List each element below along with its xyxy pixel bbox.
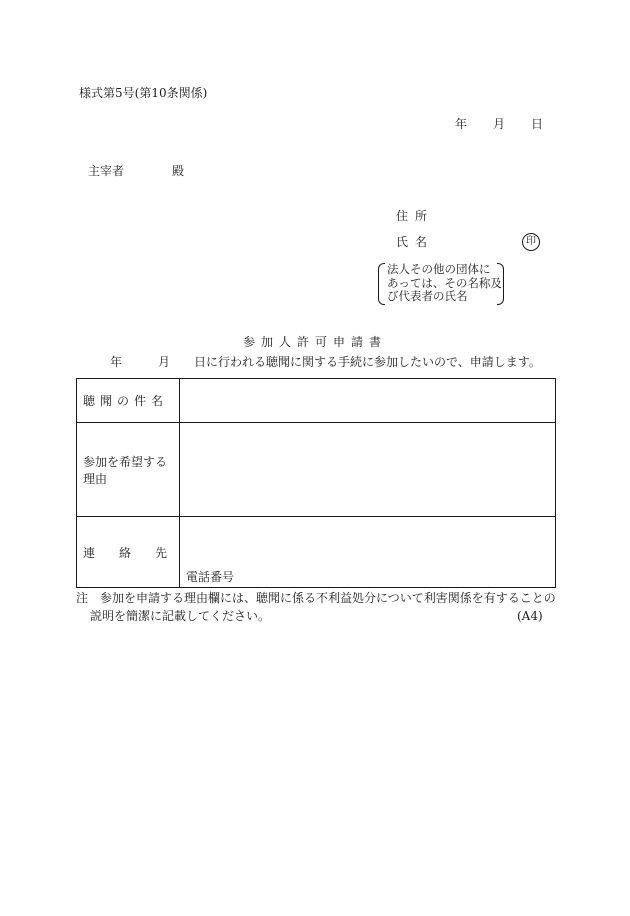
contact-label	[77, 517, 180, 588]
date-line	[455, 117, 543, 131]
addressee-label: 主宰者	[88, 164, 125, 178]
addressee	[88, 164, 184, 178]
corporate-note	[378, 263, 504, 305]
phone-number-label: 電話番号	[186, 570, 235, 584]
document-title: 参加人許可申請書	[242, 335, 387, 349]
left-bracket	[378, 263, 385, 305]
date-day-label: 日	[531, 117, 544, 131]
form-number: 様式第5号(第10条関係)	[79, 86, 208, 100]
hearing-subject-field[interactable]	[180, 379, 556, 423]
reason-label-line-1: 参加を希望する	[83, 454, 168, 469]
table-row	[77, 379, 556, 423]
application-form-table	[76, 378, 556, 588]
corporate-note-text	[387, 263, 502, 304]
reason-field[interactable]	[180, 423, 556, 517]
footnote-line-2: 説明を簡潔に記載してください。	[90, 609, 271, 623]
intro-month-label: 月	[158, 355, 171, 369]
date-year-label: 年	[455, 117, 468, 131]
table-row	[77, 517, 556, 588]
corporate-note-line-3: び代表者の氏名	[387, 289, 468, 303]
contact-label-char-2: 絡	[118, 545, 131, 560]
footnote-line-1: 注 参加を申請する理由欄には、聴聞に係る不利益処分について利害関係を有することの	[76, 591, 556, 605]
corporate-note-line-2: あっては、その名称及	[387, 275, 502, 290]
hearing-subject-label: 聴聞の件名	[77, 379, 180, 423]
addressee-honorific: 殿	[172, 164, 185, 178]
address-label: 住所	[396, 209, 435, 223]
name-label: 氏名	[396, 235, 435, 249]
paper-size-label: (A4)	[517, 609, 543, 623]
date-month-label: 月	[493, 117, 506, 131]
intro-year-label: 年	[110, 355, 123, 369]
right-bracket	[497, 263, 504, 305]
seal-mark: 印	[522, 233, 540, 251]
reason-label	[77, 423, 180, 517]
intro-sentence	[110, 355, 541, 369]
contact-field[interactable]	[180, 517, 556, 588]
contact-label-char-3: 先	[154, 545, 167, 560]
reason-label-line-2: 理由	[83, 471, 108, 486]
corporate-note-line-1: 法人その他の団体に	[387, 262, 491, 276]
table-row	[77, 423, 556, 517]
contact-label-char-1: 連	[83, 545, 96, 560]
intro-text: 日に行われる聴聞に関する手続に参加したいので、申請します。	[194, 355, 541, 369]
